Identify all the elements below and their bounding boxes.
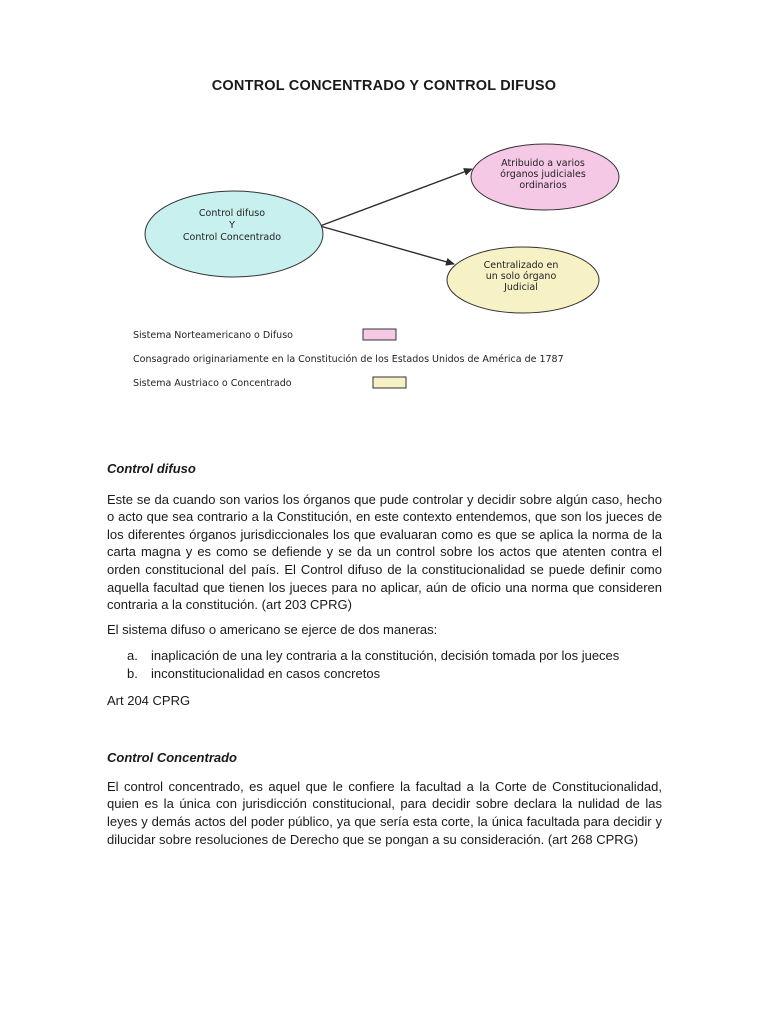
top-node-line-2: órganos judiciales [500, 169, 586, 180]
heading-control-difuso: Control difuso [107, 461, 196, 476]
paragraph-concentrado-definition: El control concentrado, es aquel que le confiere la facultad a la Corte de Constitucionalidad, quien es la única con jurisdicción constitucional, para decidir sobre declara la nulidad de las leyes y demás actos del poder público, ya que sería esta corte, la única facultada para decidir y dilucidar sobre resoluciones de Derecho que se pongan a su consideración. (art 268 CPRG) [107, 778, 662, 847]
diagram-canvas [130, 140, 625, 400]
top-node [471, 144, 619, 210]
legend-label-difuso: Sistema Norteamericano o Difuso [133, 330, 293, 341]
list-item [107, 647, 662, 665]
bottom-node [447, 247, 599, 313]
paragraph-difuso-definition: Este se da cuando son varios los órganos que pude controlar y decidir sobre algún caso, hecho o acto que sea contrario a la Constitución, en este contexto entendemos, que son los jueces de los diferentes órganos jurisdiccionales los que evaluaran como es que se aplica la norma de la carta magna y es como se defiende y se da un control sobre los actos que atenten contra el orden constitucional del país. El Control difuso de la constitucionalidad se puede definir como aquella facultad que tienen los jueces para no aplicar, aún de oficio una norma que consideren contraria a la constitución. (art 203 CPRG) [107, 491, 662, 613]
list-item [107, 665, 662, 683]
legend-swatch-difuso [363, 329, 396, 340]
arrow-to-top-node [320, 169, 472, 226]
list-marker: b. [127, 665, 138, 681]
paragraph-difuso-modes: El sistema difuso o americano se ejerce de dos maneras: [107, 621, 438, 637]
list-marker: a. [127, 648, 138, 664]
paragraph-art-204: Art 204 CPRG [107, 692, 191, 708]
list-item-text: inconstitucionalidad en casos concretos [151, 665, 381, 681]
control-diagram [130, 140, 625, 400]
top-node-line-3: ordinarios [519, 180, 567, 191]
legend-label-origin: Consagrado originariamente en la Constitución de los Estados Unidos de América de 1787 [133, 354, 564, 365]
document-title: CONTROL CONCENTRADO Y CONTROL DIFUSO [211, 78, 557, 94]
center-node-line-2: Y [229, 220, 235, 231]
document-body [107, 460, 662, 848]
arrow-to-bottom-node [320, 226, 454, 264]
list-item-text: inaplicación de una ley contraria a la constitución, decisión tomada por los jueces [151, 648, 620, 664]
bottom-node-line-3: Judicial [504, 282, 538, 293]
heading-control-concentrado: Control Concentrado [107, 750, 237, 766]
difuso-modes-list [107, 647, 662, 682]
center-node [145, 191, 323, 277]
top-node-line-1: Atribuido a varios [501, 158, 585, 169]
bottom-node-line-2: un solo órgano [485, 271, 557, 282]
center-node-line-3: Control Concentrado [182, 232, 282, 243]
legend-swatch-concentrado [373, 377, 406, 388]
center-node-line-1: Control difuso [198, 208, 266, 219]
legend-label-concentrado: Sistema Austriaco o Concentrado [133, 378, 292, 389]
bottom-node-line-1: Centralizado en [483, 260, 559, 271]
